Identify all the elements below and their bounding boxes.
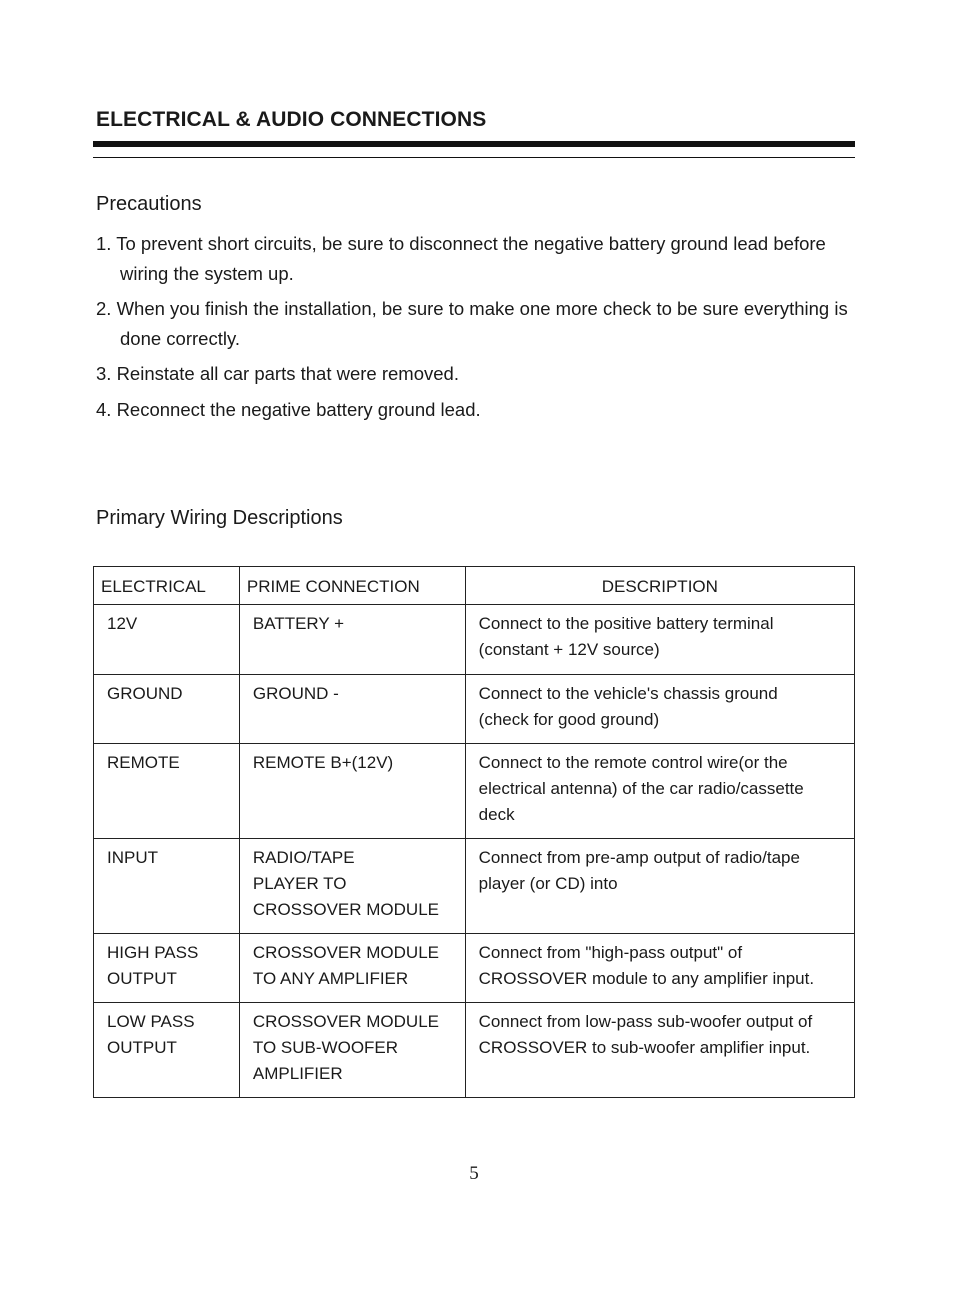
prime-connection-cell: CROSSOVER MODULE TO ANY AMPLIFIER <box>239 934 465 1003</box>
electrical-cell: LOW PASS OUTPUT <box>94 1003 240 1098</box>
precaution-item: 3. Reinstate all car parts that were removed. <box>96 363 459 384</box>
table-row <box>94 744 855 839</box>
wiring-table <box>93 566 855 1098</box>
precautions-list <box>96 229 856 430</box>
column-header-electrical: ELECTRICAL <box>94 567 240 605</box>
electrical-cell: INPUT <box>94 839 240 934</box>
column-header-prime-connection: PRIME CONNECTION <box>239 567 465 605</box>
title-rule-thick <box>93 141 855 147</box>
prime-connection-cell: RADIO/TAPE PLAYER TO CROSSOVER MODULE <box>239 839 465 934</box>
description-cell: Connect from pre-amp output of radio/tape player (or CD) into <box>465 839 854 934</box>
prime-connection-cell: REMOTE B+(12V) <box>239 744 465 839</box>
table-row <box>94 675 855 744</box>
precautions-heading: Precautions <box>96 193 202 215</box>
prime-connection-cell: CROSSOVER MODULE TO SUB-WOOFER AMPLIFIER <box>239 1003 465 1098</box>
description-cell: Connect to the vehicle's chassis ground (check for good ground) <box>465 675 854 744</box>
electrical-cell: REMOTE <box>94 744 240 839</box>
description-cell: Connect from "high-pass output" of CROSSOVER module to any amplifier input. <box>465 934 854 1003</box>
prime-connection-cell: BATTERY + <box>239 605 465 675</box>
precaution-item: 2. When you finish the installation, be sure to make one more check to be sure everything is done correctly. <box>96 298 848 349</box>
column-header-description: DESCRIPTION <box>465 567 854 605</box>
title-rule-thin <box>93 157 855 158</box>
electrical-cell: 12V <box>94 605 240 675</box>
page-title: ELECTRICAL & AUDIO CONNECTIONS <box>96 108 487 131</box>
page-number: 5 <box>469 1163 479 1184</box>
table-row <box>94 605 855 675</box>
table-header-row <box>94 567 855 605</box>
description-cell: Connect from low-pass sub-woofer output of CROSSOVER to sub-woofer amplifier input. <box>465 1003 854 1098</box>
table-row <box>94 934 855 1003</box>
electrical-cell: HIGH PASS OUTPUT <box>94 934 240 1003</box>
table-row <box>94 839 855 934</box>
description-cell: Connect to the remote control wire(or the electrical antenna) of the car radio/cassette deck <box>465 744 854 839</box>
precaution-item: 1. To prevent short circuits, be sure to disconnect the negative battery ground lead before wiring the system up. <box>96 233 826 284</box>
wiring-heading: Primary Wiring Descriptions <box>96 507 343 529</box>
precaution-item: 4. Reconnect the negative battery ground lead. <box>96 398 481 420</box>
electrical-cell: GROUND <box>94 675 240 744</box>
prime-connection-cell: GROUND - <box>239 675 465 744</box>
table-row <box>94 1003 855 1098</box>
description-cell: Connect to the positive battery terminal (constant + 12V source) <box>465 605 854 675</box>
